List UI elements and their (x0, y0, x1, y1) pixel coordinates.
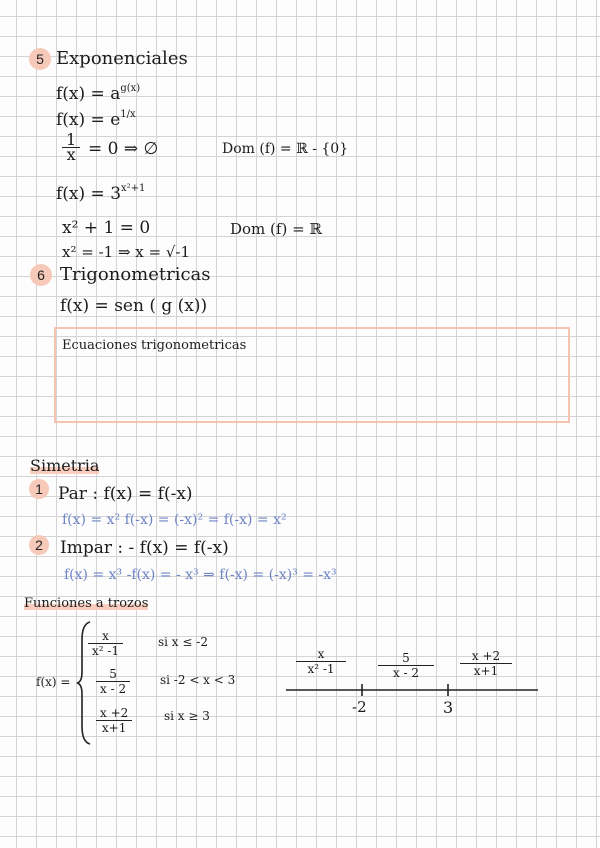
item-number-badge (29, 479, 49, 499)
fraction-denominator: x (66, 145, 76, 164)
formula-exponent: g(x) (120, 83, 141, 94)
note-box-text: Ecuaciones trigonometricas (62, 338, 247, 353)
fraction (62, 130, 80, 164)
note-box (54, 327, 570, 423)
item-number: 2 (35, 537, 43, 553)
piece-condition: si x ≤ -2 (158, 635, 208, 649)
formula-line (56, 183, 146, 204)
piece-condition: si -2 < x < 3 (160, 673, 236, 687)
formula-text: x² = -1 ⇒ x = √-1 (62, 243, 191, 261)
fraction-numerator: 5 (402, 651, 410, 665)
formula-text: x² + 1 = 0 (62, 218, 151, 238)
fraction-numerator: x (102, 629, 109, 643)
domain-text: Dom (f) = ℝ (230, 220, 322, 238)
fraction-denominator: x² -1 (307, 662, 335, 676)
section-number: 5 (36, 51, 44, 67)
piece-fraction (88, 629, 123, 658)
fraction-denominator: x² -1 (92, 644, 120, 658)
number-line-tick-label: -2 (352, 698, 367, 716)
fraction-denominator: x+1 (473, 664, 499, 678)
fraction-denominator: x+1 (101, 721, 127, 735)
formula-line (56, 109, 136, 130)
fraction-numerator: x (317, 647, 325, 661)
fraction-numerator: x +2 (471, 649, 501, 663)
fraction-numerator: x +2 (100, 706, 129, 720)
piece-condition: si x ≥ 3 (164, 709, 210, 723)
section-title: Funciones a trozos (24, 596, 149, 611)
section-number: 6 (37, 267, 45, 283)
formula-text: f(x) = e (56, 110, 121, 130)
formula-text: Impar : - f(x) = f(-x) (60, 538, 229, 558)
fraction-numerator: 1 (66, 130, 77, 149)
item-number-badge (29, 535, 49, 555)
number-line-tick-label: 3 (443, 698, 454, 717)
line-fraction (460, 649, 512, 678)
formula-text: f(x) = sen ( g (x)) (60, 296, 208, 316)
example-text: f(x) = x² f(-x) = (-x)² = f(-x) = x² (62, 512, 287, 528)
formula-text: Par : f(x) = f(-x) (58, 484, 193, 504)
formula-exponent: 1/x (120, 109, 136, 120)
example-text: f(x) = x³ -f(x) = - x³ ⇒ f(-x) = (-x)³ = -x³ (64, 567, 337, 583)
number-line (280, 680, 542, 704)
item-number: 1 (35, 481, 43, 497)
formula-text: f(x) = a (56, 84, 121, 104)
formula-exponent: x²+1 (121, 183, 146, 194)
domain-text: Dom (f) = ℝ - {0} (222, 141, 349, 157)
piece-fraction (96, 667, 130, 696)
section-title: Trigonometricas (60, 264, 211, 285)
section-title: Exponenciales (56, 48, 188, 69)
piece-fraction (96, 706, 132, 735)
fraction-numerator: 5 (109, 667, 117, 681)
formula-line (56, 83, 141, 104)
section-number-badge (30, 264, 52, 286)
line-fraction (296, 647, 346, 676)
formula-text: f(x) = 3 (56, 184, 122, 204)
section-title: Simetria (30, 456, 100, 475)
section-number-badge (29, 48, 51, 70)
piecewise-label: f(x) = (36, 675, 71, 689)
line-fraction (378, 651, 434, 680)
fraction-denominator: x - 2 (392, 666, 420, 680)
formula-text: = 0 ⇒ ∅ (88, 139, 159, 159)
fraction-denominator: x - 2 (100, 682, 127, 696)
